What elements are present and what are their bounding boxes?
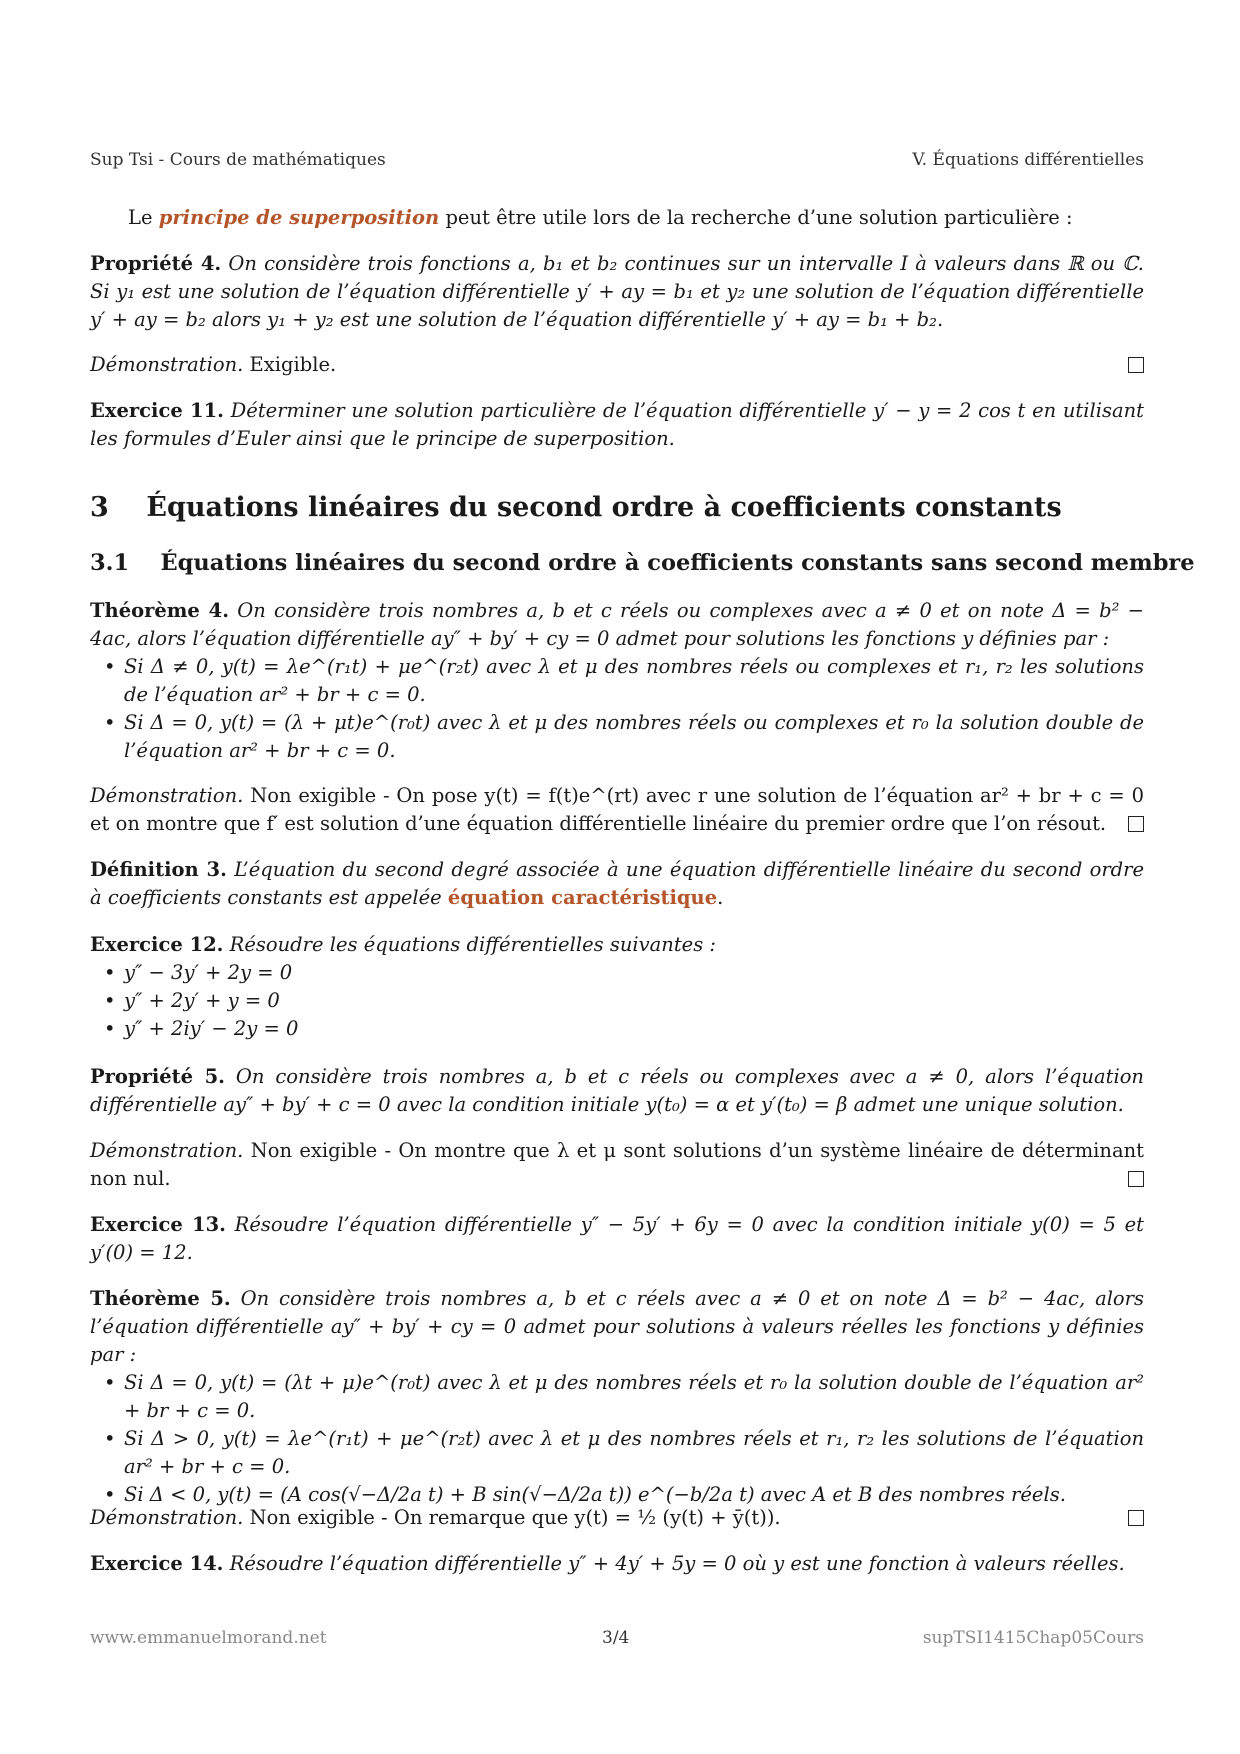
definition-3	[90, 856, 1144, 912]
equation-caracteristique-term: équation caractéristique	[447, 886, 718, 909]
ex13-text: Résoudre l’équation différentielle y″ − 5y′ + 6y = 0 avec la condition initiale y(0) = 5 et y′(0) = 12.	[90, 1213, 1145, 1264]
def3-text: L’équation du second degré associée à une équation différentielle linéaire du second ordre à coefficients constants est appelée	[90, 858, 1145, 909]
thm5-text: On considère trois nombres a, b et c réels avec a ≠ 0 et on note Δ = b² − 4ac, alors l’équation différentielle ay″ + by′ + cy = 0 admet pour solutions à valeurs réelles les fonctions y définies par :	[90, 1287, 1145, 1366]
demo4-label: Démonstration.	[90, 1506, 244, 1529]
footer-website: www.emmanuelmorand.net	[90, 1628, 327, 1648]
ex11-text: Déterminer une solution particulière de l’équation différentielle y′ − y = 2 cos t en utilisant les formules d’Euler ainsi que le principe de superposition.	[90, 399, 1144, 450]
prop5-label: Propriété 5.	[90, 1065, 225, 1088]
propriete-4	[90, 250, 1144, 334]
prop4-label: Propriété 4.	[90, 252, 222, 275]
thm4-item: • Si Δ = 0, y(t) = (λ + μt)e^(r₀t) avec λ et μ des nombres réels ou complexes et r₀ la solution double de l’équation ar² + br + c = 0.	[124, 709, 1144, 765]
demo4-text: Non exigible - On remarque que y(t) = ½ (y(t) + ȳ(t)).	[249, 1506, 781, 1529]
exercice-11	[90, 397, 1144, 453]
demo1-text: Exigible.	[249, 353, 337, 376]
header-chapter: V. Équations différentielles	[912, 150, 1144, 170]
ex14-label: Exercice 14.	[90, 1552, 224, 1575]
section-3-number: 3	[90, 492, 109, 523]
ex12-equation: • y″ + 2iy′ − 2y = 0	[124, 1015, 1144, 1043]
thm4-label: Théorème 4.	[90, 599, 230, 622]
demonstration-3	[90, 1137, 1144, 1193]
section-3-title: Équations linéaires du second ordre à coefficients constants	[146, 492, 1062, 523]
propriete-5	[90, 1063, 1144, 1119]
qed-square-icon	[1128, 1171, 1144, 1187]
prop4-text: On considère trois fonctions a, b₁ et b₂ continues sur un intervalle I à valeurs dans ℝ ou ℂ. Si y₁ est une solution de l’équation différentielle y′ + ay = b₁ et y₂ une solution de l’équation différentielle y′ + ay = b₂ alors y₁ + y₂ est une solution de l’équation différentielle y′ + ay = b₁ + b₂.	[90, 252, 1144, 331]
ex12-equation: • y″ − 3y′ + 2y = 0	[124, 959, 1144, 987]
demonstration-1	[90, 351, 1144, 379]
intro-paragraph	[90, 204, 1144, 232]
superposition-term: principe de superposition	[158, 206, 440, 229]
demo2-text: Non exigible - On pose y(t) = f(t)e^(rt) avec r une solution de l’équation ar² + br + c = 0 et on montre que f′ est solution d’une équation différentielle linéaire du premier ordre que l’on résout.	[90, 784, 1144, 835]
exercice-13	[90, 1211, 1144, 1267]
section-3-1-heading	[90, 550, 1195, 576]
ex12-equation: • y″ + 2y′ + y = 0	[124, 987, 1144, 1015]
intro-text: Le	[128, 206, 159, 229]
ex12-label: Exercice 12.	[90, 933, 224, 956]
header-course: Sup Tsi - Cours de mathématiques	[90, 150, 386, 170]
thm5-item: • Si Δ = 0, y(t) = (λt + μ)e^(r₀t) avec λ et μ des nombres réels et r₀ la solution double de l’équation ar² + br + c = 0.	[124, 1369, 1144, 1425]
page-number: 3/4	[602, 1628, 630, 1648]
demo3-text: Non exigible - On montre que λ et μ sont solutions d’un système linéaire de déterminant non nul.	[90, 1139, 1144, 1190]
def3-label: Définition 3.	[90, 858, 227, 881]
demo1-label: Démonstration.	[90, 353, 244, 376]
demonstration-2	[90, 782, 1144, 838]
demonstration-4	[90, 1504, 1144, 1532]
exercice-12	[90, 931, 1144, 1043]
thm5-item: • Si Δ > 0, y(t) = λe^(r₁t) + μe^(r₂t) avec λ et μ des nombres réels et r₁, r₂ les solutions de l’équation ar² + br + c = 0.	[124, 1425, 1144, 1481]
qed-square-icon	[1128, 1510, 1144, 1526]
section-3-1-title: Équations linéaires du second ordre à coefficients constants sans second membre	[160, 550, 1195, 576]
intro-text-end: peut être utile lors de la recherche d’une solution particulière :	[439, 206, 1073, 229]
ex11-label: Exercice 11.	[90, 399, 224, 422]
section-3-heading	[90, 492, 1062, 523]
thm4-text: On considère trois nombres a, b et c réels ou complexes avec a ≠ 0 et on note Δ = b² − 4ac, alors l’équation différentielle ay″ + by′ + cy = 0 admet pour solutions les fonctions y définies par :	[90, 599, 1144, 650]
ex13-label: Exercice 13.	[90, 1213, 226, 1236]
demo2-label: Démonstration.	[90, 784, 244, 807]
footer-document-id: supTSI1415Chap05Cours	[922, 1628, 1144, 1648]
section-3-1-number: 3.1	[90, 550, 130, 576]
prop5-text: On considère trois nombres a, b et c réels ou complexes avec a ≠ 0, alors l’équation différentielle ay″ + by′ + c = 0 avec la condition initiale y(t₀) = α et y′(t₀) = β admet une unique solution.	[90, 1065, 1144, 1116]
thm4-item: • Si Δ ≠ 0, y(t) = λe^(r₁t) + μe^(r₂t) avec λ et μ des nombres réels ou complexes et r₁, r₂ les solutions de l’équation ar² + br + c = 0.	[124, 653, 1144, 709]
ex14-text: Résoudre l’équation différentielle y″ + 4y′ + 5y = 0 où y est une fonction à valeurs réelles.	[229, 1552, 1125, 1575]
thm5-item: • Si Δ < 0, y(t) = (A cos(√−Δ/2a t) + B sin(√−Δ/2a t)) e^(−b/2a t) avec A et B des nombres réels.	[124, 1481, 1144, 1509]
ex12-text: Résoudre les équations différentielles suivantes :	[229, 933, 716, 956]
qed-square-icon	[1128, 816, 1144, 832]
demo3-label: Démonstration.	[90, 1139, 244, 1162]
theoreme-4	[90, 597, 1144, 765]
thm5-label: Théorème 5.	[90, 1287, 231, 1310]
def3-end: .	[717, 886, 724, 909]
qed-square-icon	[1128, 357, 1144, 373]
exercice-14	[90, 1550, 1144, 1578]
theoreme-5	[90, 1285, 1144, 1509]
